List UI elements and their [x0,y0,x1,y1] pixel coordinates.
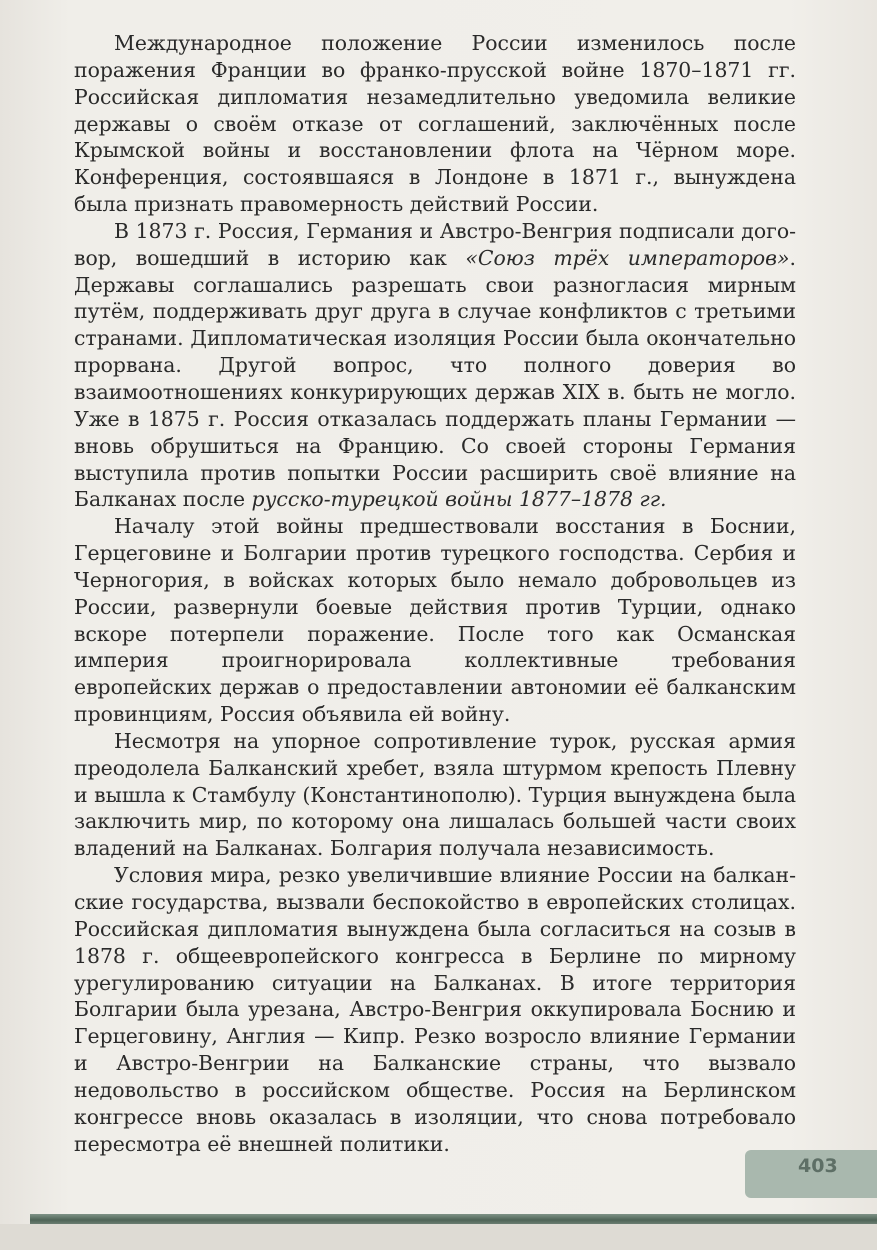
paragraph-5-segment-1: Условия мира, резко увеличившие влияние России на балканские государства, вызвали беспокойство в европейских столицах. Российская дипломатия вынуждена была согласиться на созыв в 1878 г. общеевропейского конгресса в Берлине по мирному урегулированию ситуации на Балканах. В итоге территория Болгарии была урезана, Австро-Венгрия оккупировала Боснию и Герцеговину, Англия — Кипр. Резко возросло влияние Германии и Австро-Венгрии на Балканские страны, что вызвало недовольство в российском обществе. Россия на Берлинском конгрессе вновь оказалась в изоляции, что снова потребовало пересмотра её внешней политики. [74,863,796,1156]
paragraph-2-segment-1: В 1873 г. Россия, Германия и Австро-Венгрия подписали договор, вошедший в историю как [74,218,796,270]
paragraph-1 [74,30,796,218]
page-number: 403 [798,1155,838,1177]
paragraph-2 [74,218,796,513]
paragraph-1-segment-1: Международное положение России изменилось после поражения Франции во франко-прусской войне 1870–1871 гг. Российская дипломатия незамедлительно уведомила великие державы о своём отказе от соглашений, заключённых после Крымской войны и восстановлении флота на Чёрном море. Конференция, состоявшаяся в Лондоне в 1871 г., вынуждена была признать правомерность действий России. [74,31,796,217]
term-russo-turkish-war: русско-турецкой войны 1877–1878 гг. [251,487,667,512]
paragraph-4-segment-1: Несмотря на упорное сопротивление турок, русская армия преодолела Балканский хребет, взяла штурмом крепость Плевну и вышла к Стамбулу (Константинополю). Турция вынуждена была заключить мир, по которому она лишалась большей части своих владений на Балканах. Болгария получала независимость. [74,728,796,861]
page-bottom-edge [0,1224,877,1250]
bottom-decorative-band [30,1214,877,1224]
body-text [74,30,796,1157]
paragraph-3 [74,513,796,728]
paragraph-5 [74,862,796,1157]
paragraph-3-segment-1: Началу этой войны предшествовали восстания в Боснии, Герцеговине и Болгарии против турецкого господства. Сербия и Черногория, в войсках которых было немало добровольцев из России, развернули боевые действия против Турции, однако вскоре потерпели поражение. После того как Османская империя проигнорировала коллективные требования европейских держав о предоставлении автономии её балканским провинциям, Россия объявила ей войну. [74,514,796,727]
paragraph-4 [74,728,796,862]
paragraph-2-segment-3: . Державы соглашались разрешать свои разногласия мирным путём, поддерживать друг друга в случае конфликтов с третьими странами. Дипломатическая изоляция России была окончательно прорвана. Другой вопрос, что полного доверия во взаимоотношениях конкурирующих держав XIX в. быть не могло. Уже в 1875 г. Россия отказалась поддержать планы Германии — вновь обрушиться на Францию. Со своей стороны Германия выступила против попытки России расширить своё влияние на Балканах после [74,245,796,512]
term-three-emperors-league: «Союз трёх императоров» [465,245,790,270]
